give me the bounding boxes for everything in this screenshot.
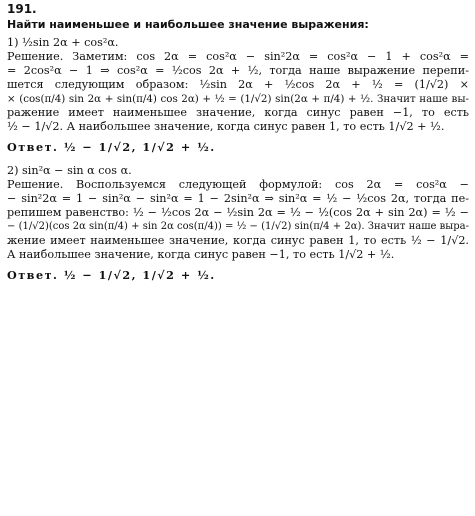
part2-line-5: жение имеет наименьшее значение, когда синус равен 1, то есть ½ − 1/√2. — [7, 234, 469, 247]
part1-line-3: шется следующим образом: ½sin 2α + ½cos 2α + ½ = (1/√2) × — [7, 78, 469, 91]
part2-line-2: − sin²2α = 1 − sin²α − sin²α = 1 − 2sin²α ⇒ sin²α = ½ − ½cos 2α, тогда пе- — [7, 192, 469, 205]
part2-answer: Ответ. ½ − 1/√2, 1/√2 + ½. — [7, 268, 216, 282]
part1-line-1: Решение. Заметим: cos 2α = cos²α − sin²2α = cos²α − 1 + cos²α = — [7, 50, 469, 63]
part2-line-6: А наибольшее значение, когда синус равен −1, то есть 1/√2 + ½. — [7, 248, 395, 261]
problem-number: 191. — [7, 2, 37, 16]
part2-line-3: репишем равенство: ½ − ½cos 2α − ½sin 2α = ½ − ½(cos 2α + sin 2α) = ½ − — [7, 206, 469, 219]
part2-line-1: Решение. Воспользуемся следующей формулой: cos 2α = cos²α − — [7, 178, 469, 191]
part2-label: 2) sin²α − sin α cos α. — [7, 164, 132, 177]
part1-line-6: ½ − 1/√2. А наибольшее значение, когда синус равен 1, то есть 1/√2 + ½. — [7, 120, 445, 133]
part1-line-2: = 2cos²α − 1 ⇒ cos²α = ½cos 2α + ½, тогда наше выражение перепи- — [7, 64, 469, 77]
task-statement: Найти наименьшее и наибольшее значение выражения: — [7, 18, 369, 31]
part1-line-4: × (cos(π/4) sin 2α + sin(π/4) cos 2α) + ½ = (1/√2) sin(2α + π/4) + ½. Значит наше вы- — [7, 93, 469, 105]
part2-line-4: − (1/√2)(cos 2α sin(π/4) + sin 2α cos(π/4)) = ½ − (1/√2) sin(π/4 + 2α). Значит наше выра- — [7, 221, 469, 232]
part1-answer: Ответ. ½ − 1/√2, 1/√2 + ½. — [7, 140, 216, 154]
part1-line-5: ражение имеет наименьшее значение, когда синус равен −1, то есть — [7, 106, 469, 119]
part1-label: 1) ½sin 2α + cos²α. — [7, 36, 119, 49]
